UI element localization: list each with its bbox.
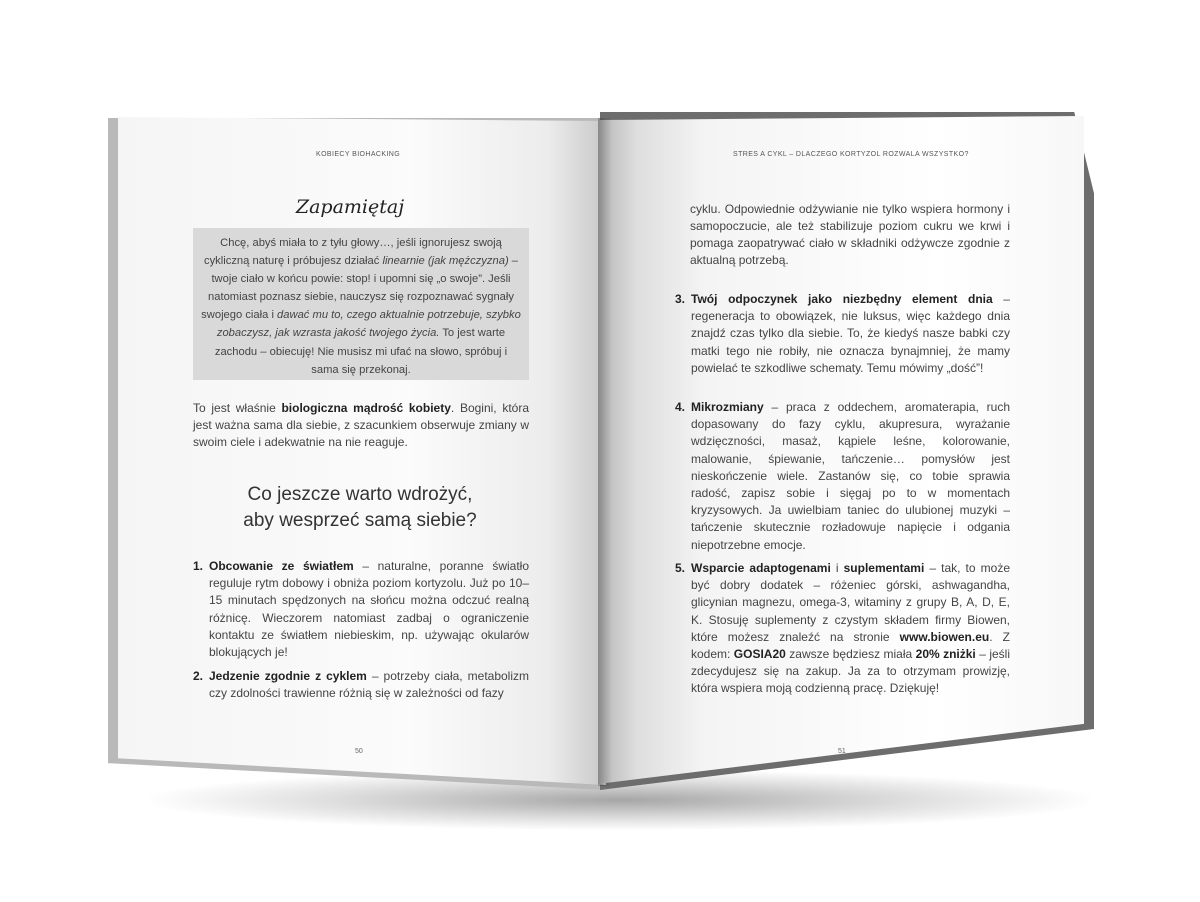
- right-page-number: 51: [838, 748, 846, 755]
- section-subheading: Co jeszcze warto wdrożyć, aby wesprzeć samą siebie?: [243, 484, 477, 531]
- book-gutter-shadow: [598, 118, 612, 786]
- wisdom-paragraph: To jest właśnie biologiczna mądrość kobiety. Bogini, która jest ważna sama dla siebie, z szacunkiem obserwuje zmiany w swoim ciele i adekwatnie na nie reaguje.: [193, 401, 530, 449]
- left-running-head: KOBIECY BIOHACKING: [316, 151, 401, 158]
- list-item: 4. Mikrozmiany – praca z oddechem, aromaterapia, ruch dopasowany do fazy cyklu, akupresura, wyrażanie wdzięczności, masaż, kąpiele leśne, kolorowanie, malowanie, śpiewanie, tańczenie… pomysłów jest nieskończenie wiele. Zastanów się, co tobie sprawia radość, zapisz sobie i sięgaj po to w momentach kryzysowych. Ja uwielbiam taniec do ulubionej muzyki – tańczenie skutecznie rozładowuje napięcie i odgania niepotrzebne emocje.: [675, 400, 1010, 552]
- highlight-box-text: Chcę, abyś miała to z tyłu głowy…, jeśli ignorujesz swoją cykliczną naturę i próbujesz działać linearnie (jak mężczyzna) – twoje ciało w końcu powie: stop! i upomni się „o swoje”. Jeśli natomiast poznasz siebie, nauczysz się rozpoznawać sygnały swojego ciała i dawać mu to, czego aktualnie potrzebuje, szybko zobaczysz, jak wzrasta jakość twojego życia. To jest warte zachodu – obiecuję! Nie musisz mi ufać na słowo, spróbuj i sama się przekonaj.: [201, 237, 521, 376]
- left-page-number: 50: [355, 748, 363, 755]
- continuation-paragraph: cyklu. Odpowiednie odżywianie nie tylko wspiera hormony i samopoczucie, ale też stabilizuje poziom cukru we krwi i pomaga zaopatrywać ciało w składniki odżywcze zgodnie z aktualną potrzebą.: [690, 202, 1010, 267]
- list-item: 1. Obcowanie ze światłem – naturalne, poranne światło reguluje rytm dobowy i obniża poziom kortyzolu. Już po 10–15 minutach spędzonych na słońcu można odczuć realną różnicę. Wieczorem natomiast zadbaj o ograniczenie kontaktu ze światłem niebieskim, np. używając okularów blokujących je!: [193, 559, 530, 660]
- list-item: 3. Twój odpoczynek jako niezbędny element dnia – regeneracja to obowiązek, nie luksus, więc każdego dnia znajdź czas tylko dla siebie. To, że kiedyś nasze babki czy matki tego nie robiły, nie oznacza bynajmniej, że mamy powielać te szkodliwe schematy. Temu mówimy „dość”!: [675, 292, 1010, 375]
- list-item: 2. Jedzenie zgodnie z cyklem – potrzeby ciała, metabolizm czy zdolności trawienne różnią się w zależności od fazy: [193, 669, 530, 701]
- list-item: 5. Wsparcie adaptogenami i suplementami – tak, to może być dobry dodatek – różeniec górski, ashwagandha, glicynian magnezu, omega-3, witaminy z grupy B, A, D, E, K. Stosuję suplementy z czystym składem firmy Biowen, które możesz znaleźć na stronie www.biowen.eu. Z kodem: GOSIA20 zawsze będziesz miała 20% zniżki – jeśli zdecydujesz się na zakup. Ja za to otrzymam prowizję, która wspiera moją codzienną pracę. Dziękuję!: [675, 561, 1011, 696]
- box-title: Zapamiętaj: [295, 196, 405, 218]
- right-running-head: STRES A CYKL – DLACZEGO KORTYZOL ROZWALA WSZYSTKO?: [733, 151, 969, 158]
